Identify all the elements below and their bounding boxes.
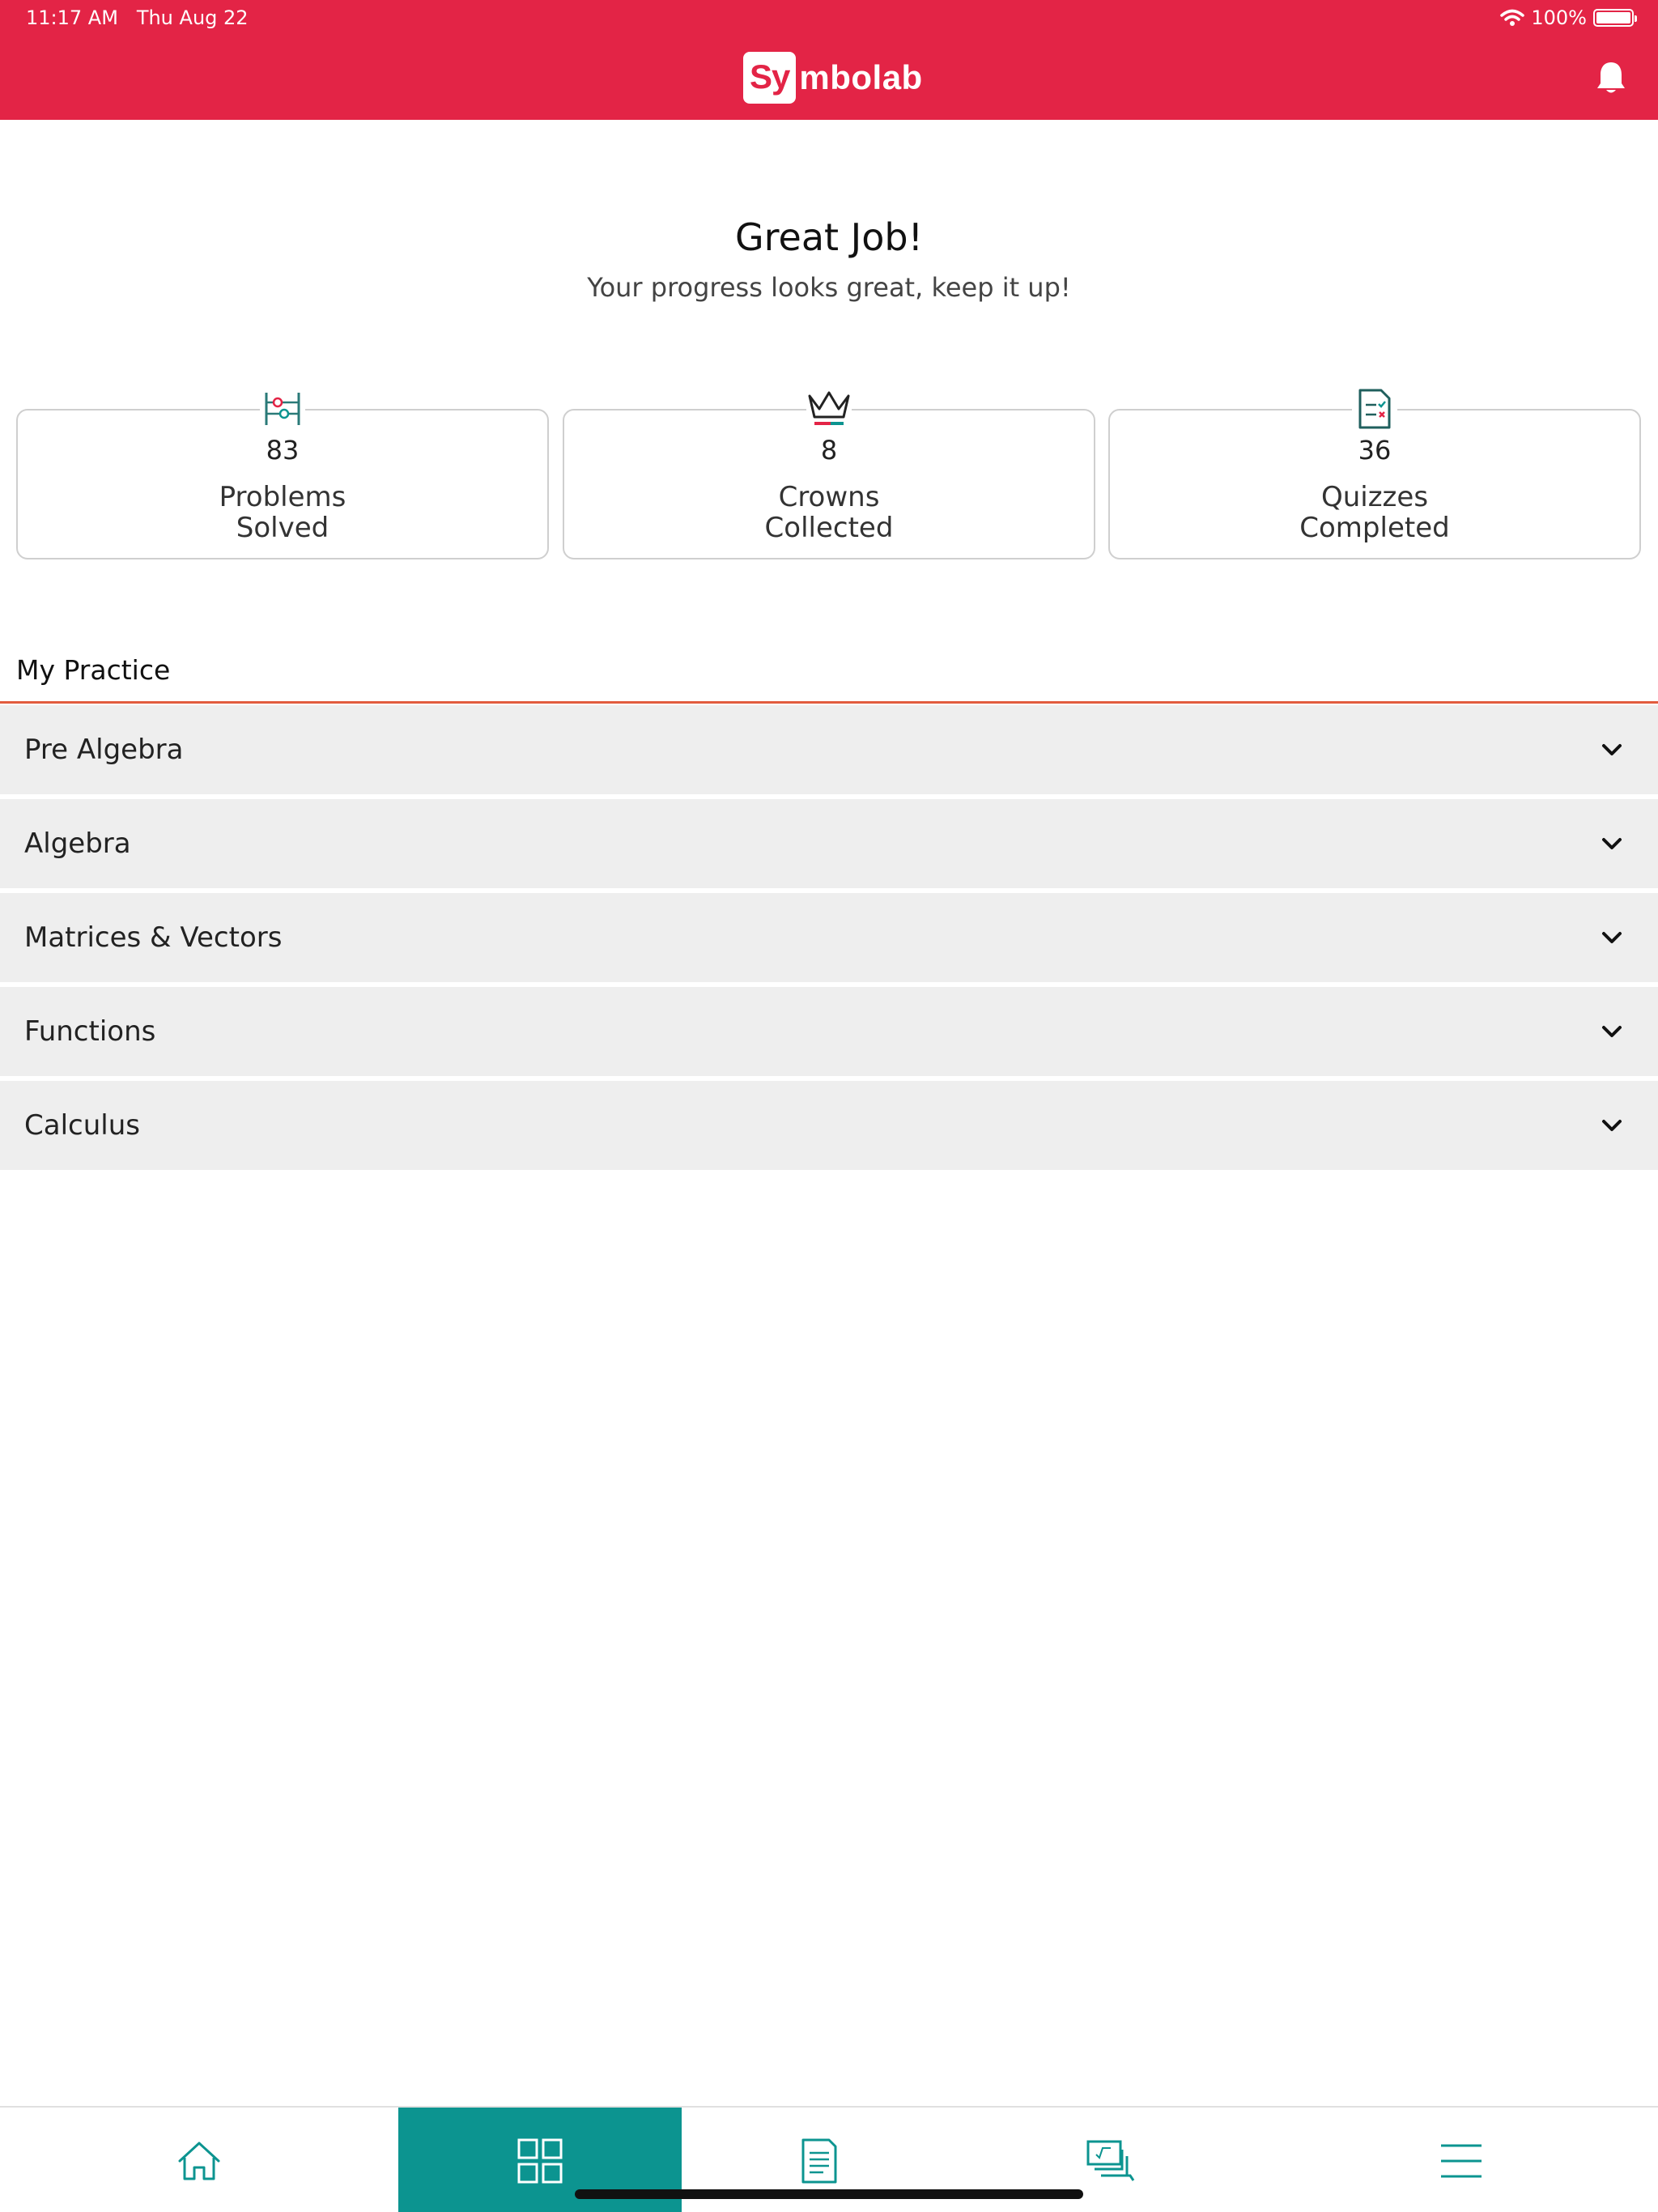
accordion-functions[interactable] [0,987,1658,1076]
accordion-label: Pre Algebra [24,734,184,766]
practice-divider [0,701,1658,704]
stat-value: 36 [1358,435,1392,466]
chevron-down-icon [1598,830,1626,857]
hero-subtitle: Your progress looks great, keep it up! [587,272,1071,303]
battery-icon [1593,9,1634,27]
symbolab-logo [743,52,923,104]
stat-card-quizzes [1108,409,1641,559]
accordion-pre-algebra[interactable] [0,705,1658,794]
accordion-calculus[interactable] [0,1081,1658,1170]
home-indicator[interactable] [575,2189,1083,2199]
cards-icon [1085,2138,1137,2184]
accordion-algebra[interactable] [0,799,1658,888]
accordion-label: Functions [24,1015,156,1048]
stat-card-crowns [563,409,1095,559]
nav-home[interactable] [0,2108,398,2212]
chevron-down-icon [1598,1018,1626,1045]
abacus-icon [260,386,305,432]
chevron-down-icon [1598,1112,1626,1139]
quiz-icon [1352,386,1397,432]
accordion-label: Matrices & Vectors [24,921,283,954]
stat-label: Crowns Collected [764,481,894,544]
logo-text: mbolab [799,58,923,96]
grid-icon [516,2137,564,2185]
stat-card-problems [16,409,549,559]
chevron-down-icon [1598,736,1626,764]
status-time: 11:17 AM Thu Aug 22 [26,6,249,29]
stat-value: 8 [820,435,838,466]
app-header [0,0,1658,120]
stat-label: Problems Solved [219,481,346,544]
practice-title: My Practice [16,654,171,686]
home-icon [175,2138,223,2184]
stat-value: 83 [266,435,300,466]
accordion-label: Algebra [24,827,131,860]
menu-icon [1438,2141,1485,2181]
status-right [1500,6,1634,29]
accordion-matrices-vectors[interactable] [0,893,1658,982]
accordion-label: Calculus [24,1109,140,1142]
chevron-down-icon [1598,924,1626,951]
hero-title: Great Job! [734,215,924,259]
battery-percent: 100% [1531,6,1587,29]
logo-box: Sy [743,52,796,104]
crown-icon [806,386,852,432]
notebook-icon [799,2137,840,2185]
wifi-icon [1500,9,1524,27]
stat-label: Quizzes Completed [1299,481,1450,544]
nav-menu[interactable] [1265,2108,1658,2212]
bell-icon[interactable] [1595,60,1627,96]
